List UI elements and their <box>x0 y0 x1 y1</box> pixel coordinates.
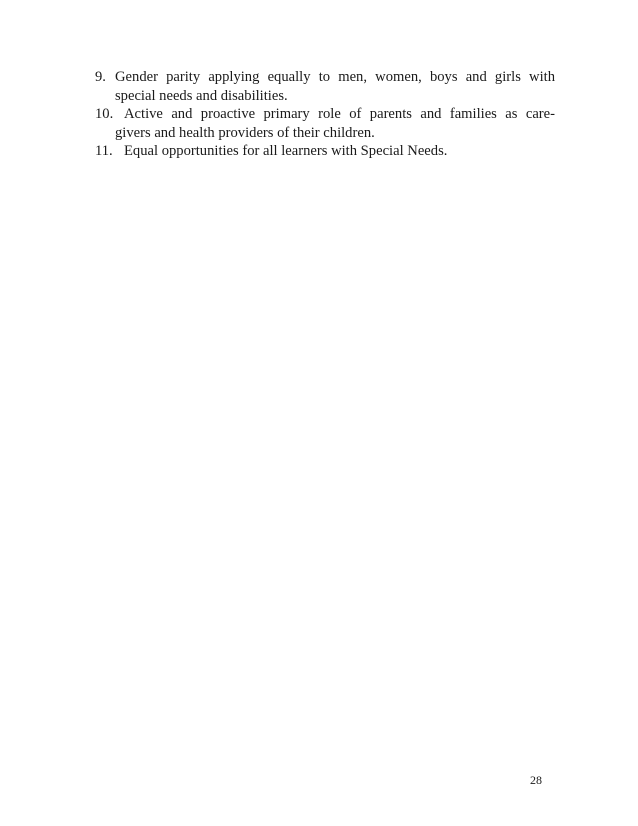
list-item <box>95 105 555 142</box>
list-item-text: Active and proactive primary role of parents and families as care- <box>124 106 555 122</box>
list-item-number: 10. <box>95 106 114 122</box>
list-item <box>95 142 555 161</box>
list-item-number: 11. <box>95 143 113 159</box>
page-number: 28 <box>530 773 542 787</box>
list-item-text: Gender parity applying equally to men, women, boys and girls with <box>115 69 555 85</box>
list-item <box>95 68 555 105</box>
list-item-line <box>95 105 555 124</box>
list-item-line <box>95 68 555 87</box>
list-item-line <box>95 142 555 161</box>
list-item-continuation: special needs and disabilities. <box>115 87 288 104</box>
list-item-text: Equal opportunities for all learners with Special Needs. <box>124 143 448 159</box>
list-item-number: 9. <box>95 69 106 85</box>
numbered-list <box>95 68 555 161</box>
list-item-continuation: givers and health providers of their children. <box>115 124 375 141</box>
